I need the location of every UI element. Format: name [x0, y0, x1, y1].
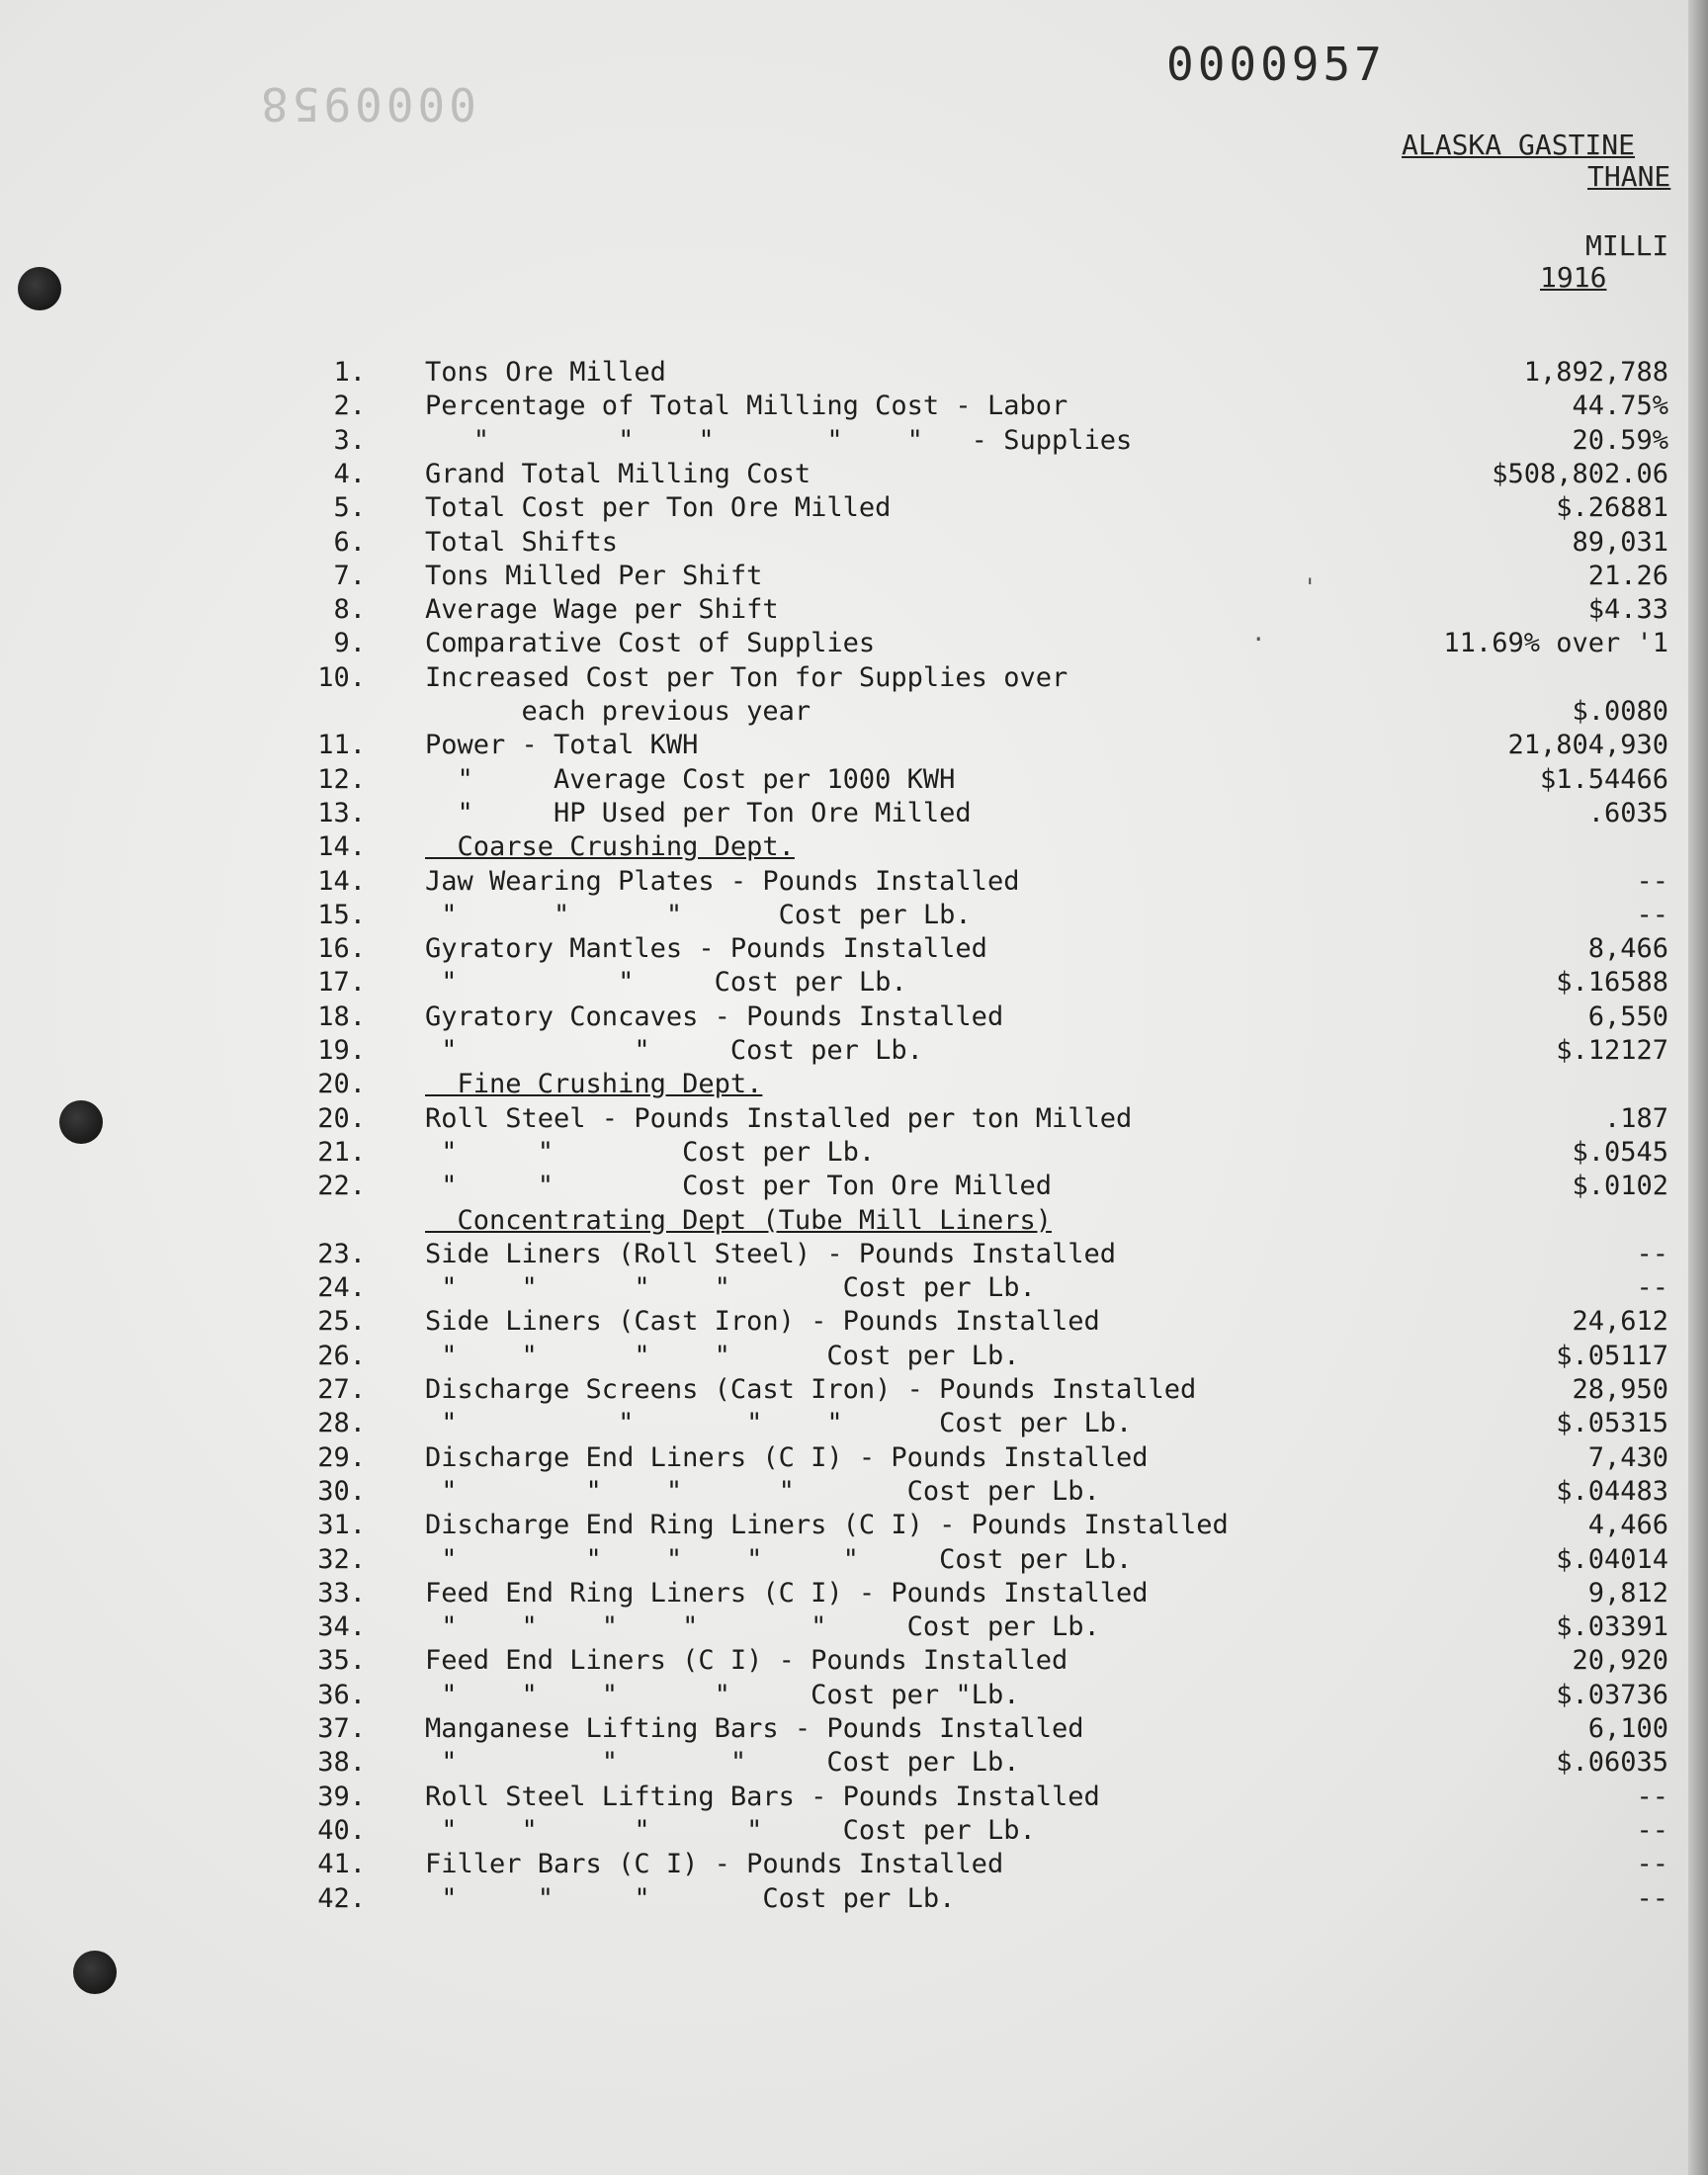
table-row — [0, 356, 1708, 390]
line-value: 24,612 — [1572, 1306, 1668, 1338]
line-label: Jaw Wearing Plates - Pounds Installed — [425, 865, 1020, 897]
table-row — [0, 1102, 1708, 1136]
line-value: 9,812 — [1587, 1577, 1668, 1609]
table-row — [0, 1781, 1708, 1814]
line-number: 14. — [317, 865, 366, 897]
line-value: $508,802.06 — [1492, 458, 1668, 489]
table-row — [0, 1170, 1708, 1203]
line-label: Increased Cost per Ton for Supplies over — [425, 661, 1068, 693]
line-value: $.03391 — [1556, 1611, 1668, 1643]
table-row — [0, 1441, 1708, 1475]
line-label: " Average Cost per 1000 KWH — [425, 763, 956, 795]
line-value: -- — [1636, 1882, 1668, 1914]
line-number: 17. — [317, 967, 366, 999]
section-heading: Coarse Crushing Dept. — [425, 831, 795, 863]
line-number: 3. — [333, 424, 366, 456]
line-label: Feed End Ring Liners (C I) - Pounds Installed — [425, 1577, 1149, 1609]
line-number: 41. — [317, 1849, 366, 1880]
punch-hole-icon — [18, 267, 61, 310]
line-value: $.0080 — [1572, 696, 1668, 727]
line-value: $.04483 — [1556, 1475, 1668, 1507]
table-row — [0, 1000, 1708, 1034]
line-label: " " " " Cost per Lb. — [425, 1475, 1100, 1507]
line-label: " " " Cost per Lb. — [425, 899, 972, 930]
line-label: " " Cost per Lb. — [425, 1136, 876, 1168]
company-name: ALASKA GASTINE — [1402, 129, 1636, 161]
line-value: 1,892,788 — [1523, 357, 1668, 388]
section-heading-row — [0, 1204, 1708, 1238]
line-label: Average Wage per Shift — [425, 594, 779, 626]
table-row — [0, 1814, 1708, 1848]
table-row — [0, 1543, 1708, 1577]
table-row — [0, 1610, 1708, 1644]
line-label: " " " " Cost per Lb. — [425, 1272, 1036, 1304]
line-label: Filler Bars (C I) - Pounds Installed — [425, 1849, 1004, 1880]
line-label: Roll Steel - Pounds Installed per ton Milled — [425, 1102, 1133, 1134]
line-value: -- — [1636, 1238, 1668, 1269]
section-heading: Concentrating Dept (Tube Mill Liners) — [425, 1204, 1052, 1236]
line-value: $4.33 — [1587, 594, 1668, 626]
line-number: 5. — [333, 492, 366, 524]
line-label: Feed End Liners (C I) - Pounds Installed — [425, 1645, 1068, 1677]
table-row — [0, 899, 1708, 932]
line-label: Comparative Cost of Supplies — [425, 628, 876, 659]
line-number: 9. — [333, 628, 366, 659]
table-row — [0, 593, 1708, 627]
line-label: Discharge End Ring Liners (C I) - Pounds Installed — [425, 1510, 1229, 1541]
table-row — [0, 1746, 1708, 1780]
line-value: $.26881 — [1556, 492, 1668, 524]
line-label: " " Cost per Lb. — [425, 1035, 923, 1066]
line-label: " " " Cost per Lb. — [425, 1882, 956, 1914]
table-row — [0, 1848, 1708, 1881]
stamp-number: 0000957 — [1166, 38, 1386, 91]
line-label: Total Cost per Ton Ore Milled — [425, 492, 892, 524]
line-value: $.05117 — [1556, 1340, 1668, 1371]
line-number: 23. — [317, 1238, 366, 1269]
line-label: " HP Used per Ton Ore Milled — [425, 797, 972, 828]
line-label: " " " Cost per Lb. — [425, 1747, 1020, 1779]
table-row — [0, 627, 1708, 660]
line-value: 8,466 — [1587, 933, 1668, 965]
stray-mark: . — [1251, 619, 1266, 647]
table-row — [0, 526, 1708, 560]
section-heading: Fine Crushing Dept. — [425, 1069, 763, 1100]
table-row — [0, 1475, 1708, 1509]
line-value: .6035 — [1587, 797, 1668, 828]
line-value: 28,950 — [1572, 1374, 1668, 1405]
line-number: 38. — [317, 1747, 366, 1779]
line-label: " " " " " Cost per Lb. — [425, 1611, 1100, 1643]
line-label: " " " " Cost per Lb. — [425, 1340, 1020, 1371]
line-value: -- — [1636, 1849, 1668, 1880]
line-label: Side Liners (Roll Steel) - Pounds Installed — [425, 1238, 1116, 1269]
table-row — [0, 1509, 1708, 1542]
line-number: 18. — [317, 1000, 366, 1032]
line-label: Discharge End Liners (C I) - Pounds Installed — [425, 1441, 1149, 1473]
table-row — [0, 1373, 1708, 1407]
table-row — [0, 1407, 1708, 1440]
line-number: 22. — [317, 1171, 366, 1202]
table-row — [0, 1271, 1708, 1305]
line-value: $.16588 — [1556, 967, 1668, 999]
line-value: 11.69% over '1 — [1443, 628, 1668, 659]
line-label: Tons Milled Per Shift — [425, 560, 763, 591]
line-number: 8. — [333, 594, 366, 626]
company-name-line2: THANE — [1587, 160, 1671, 193]
line-number: 31. — [317, 1510, 366, 1541]
line-number: 6. — [333, 526, 366, 558]
table-row — [0, 1136, 1708, 1170]
line-value: $.03736 — [1556, 1679, 1668, 1710]
table-row — [0, 1882, 1708, 1916]
line-number: 34. — [317, 1611, 366, 1643]
line-value: -- — [1636, 1781, 1668, 1812]
table-row — [0, 695, 1708, 729]
line-number: 30. — [317, 1475, 366, 1507]
line-label: Gyratory Concaves - Pounds Installed — [425, 1000, 1004, 1032]
line-label: Grand Total Milling Cost — [425, 458, 811, 489]
table-row — [0, 560, 1708, 593]
punch-hole-icon — [73, 1951, 117, 1994]
line-value: $.04014 — [1556, 1543, 1668, 1575]
line-number: 42. — [317, 1882, 366, 1914]
line-label: Power - Total KWH — [425, 730, 699, 761]
line-number: 26. — [317, 1340, 366, 1371]
section-title: MILLI — [1585, 229, 1669, 262]
table-row — [0, 763, 1708, 797]
line-label: each previous year — [425, 696, 811, 727]
table-row — [0, 1238, 1708, 1271]
line-value: 44.75% — [1572, 391, 1668, 422]
line-value: -- — [1636, 1272, 1668, 1304]
line-value: 6,100 — [1587, 1713, 1668, 1744]
line-number: 24. — [317, 1272, 366, 1304]
line-label: " " " " Cost per "Lb. — [425, 1679, 1020, 1710]
table-row — [0, 491, 1708, 525]
table-row — [0, 661, 1708, 695]
line-value: -- — [1636, 1814, 1668, 1846]
table-row — [0, 966, 1708, 1000]
table-row — [0, 1305, 1708, 1339]
section-heading-row — [0, 830, 1708, 864]
table-row — [0, 1712, 1708, 1746]
line-value: .187 — [1603, 1102, 1668, 1134]
line-number: 2. — [333, 391, 366, 422]
line-value: 6,550 — [1587, 1000, 1668, 1032]
line-label: " " Cost per Ton Ore Milled — [425, 1171, 1052, 1202]
line-number: 32. — [317, 1543, 366, 1575]
line-label: Side Liners (Cast Iron) - Pounds Installed — [425, 1306, 1100, 1338]
line-value: $.0545 — [1572, 1136, 1668, 1168]
line-value: $.12127 — [1556, 1035, 1668, 1066]
line-number: 20. — [317, 1102, 366, 1134]
line-number: 1. — [333, 357, 366, 388]
line-value: 4,466 — [1587, 1510, 1668, 1541]
table-row — [0, 390, 1708, 423]
table-row — [0, 729, 1708, 762]
line-number: 19. — [317, 1035, 366, 1066]
table-row — [0, 932, 1708, 966]
line-value: 7,430 — [1587, 1441, 1668, 1473]
line-number: 25. — [317, 1306, 366, 1338]
line-value: $1.54466 — [1539, 763, 1668, 795]
table-row — [0, 1340, 1708, 1373]
line-number: 29. — [317, 1441, 366, 1473]
line-label: " " " " Cost per Lb. — [425, 1814, 1036, 1846]
line-number: 40. — [317, 1814, 366, 1846]
line-label: Gyratory Mantles - Pounds Installed — [425, 933, 987, 965]
table-row — [0, 1577, 1708, 1610]
line-label: " " Cost per Lb. — [425, 967, 907, 999]
table-row — [0, 1034, 1708, 1068]
line-number: 11. — [317, 730, 366, 761]
line-label: " " " " " Cost per Lb. — [425, 1543, 1133, 1575]
line-value: 20,920 — [1572, 1645, 1668, 1677]
line-number: 4. — [333, 458, 366, 489]
line-number: 33. — [317, 1577, 366, 1609]
line-number: 35. — [317, 1645, 366, 1677]
table-row — [0, 865, 1708, 899]
line-label: " " " " Cost per Lb. — [425, 1408, 1133, 1439]
line-number: 37. — [317, 1713, 366, 1744]
line-label: Tons Ore Milled — [425, 357, 666, 388]
ghost-stamp-number: 0000958 — [257, 77, 476, 130]
stray-mark: ' — [1303, 573, 1318, 601]
line-value: 21.26 — [1587, 560, 1668, 591]
line-number: 27. — [317, 1374, 366, 1405]
table-row — [0, 1679, 1708, 1712]
line-value: -- — [1636, 899, 1668, 930]
line-label: " " " " " - Supplies — [425, 424, 1133, 456]
line-number: 10. — [317, 661, 366, 693]
line-value: $.06035 — [1556, 1747, 1668, 1779]
table-row — [0, 1644, 1708, 1678]
line-label: Total Shifts — [425, 526, 619, 558]
line-label: Percentage of Total Milling Cost - Labor — [425, 391, 1068, 422]
line-number: 7. — [333, 560, 366, 591]
line-number: 20. — [317, 1069, 366, 1100]
line-number: 39. — [317, 1781, 366, 1812]
line-label: Discharge Screens (Cast Iron) - Pounds Installed — [425, 1374, 1197, 1405]
year-header: 1916 — [1540, 261, 1607, 294]
line-value: 20.59% — [1572, 424, 1668, 456]
line-value: $.05315 — [1556, 1408, 1668, 1439]
line-number: 16. — [317, 933, 366, 965]
line-label: Manganese Lifting Bars - Pounds Installed — [425, 1713, 1084, 1744]
section-heading-row — [0, 1068, 1708, 1101]
line-number: 28. — [317, 1408, 366, 1439]
line-value: 89,031 — [1572, 526, 1668, 558]
line-value: 21,804,930 — [1507, 730, 1668, 761]
line-number: 14. — [317, 831, 366, 863]
line-number: 21. — [317, 1136, 366, 1168]
line-number: 13. — [317, 797, 366, 828]
line-number: 12. — [317, 763, 366, 795]
line-value: -- — [1636, 865, 1668, 897]
line-label: Roll Steel Lifting Bars - Pounds Installed — [425, 1781, 1100, 1812]
table-row — [0, 424, 1708, 458]
line-value: $.0102 — [1572, 1171, 1668, 1202]
table-row — [0, 458, 1708, 491]
line-number: 15. — [317, 899, 366, 930]
line-number: 36. — [317, 1679, 366, 1710]
table-row — [0, 797, 1708, 830]
